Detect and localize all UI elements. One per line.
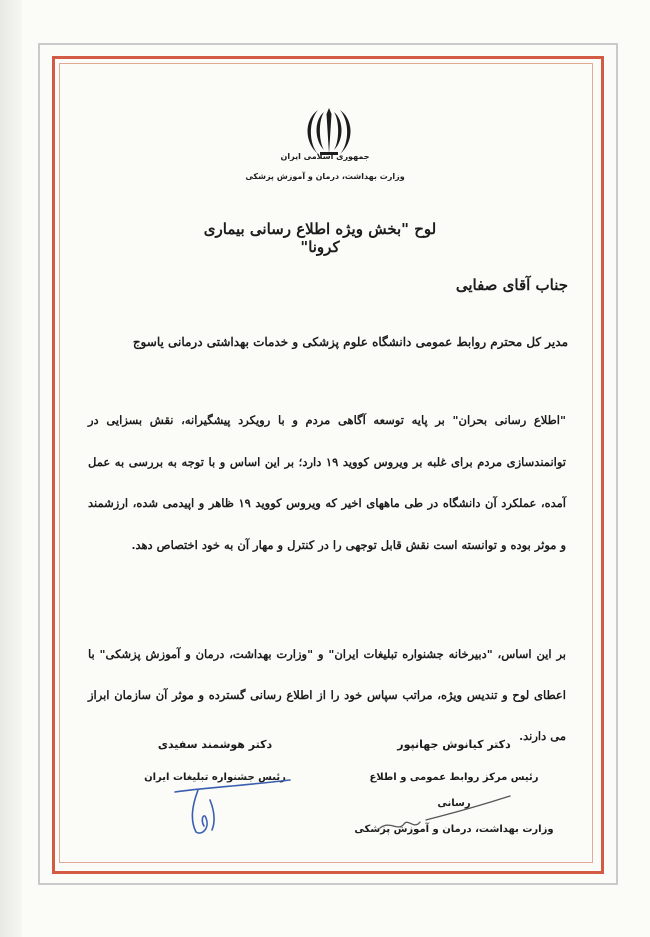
right-signature <box>370 790 520 840</box>
iran-emblem-icon <box>300 104 358 158</box>
signatory-right-role2: وزارت بهداشت، درمان و آموزش پزشکی <box>354 824 554 835</box>
signatory-left-role1: رئیس جشنواره تبلیغات ایران <box>144 772 286 783</box>
body-paragraph-1: "اطلاع رسانی بحران" بر پایه توسعه آگاهی مردم و با رویکرد پیشگیرانه، نقش بسزایی در توانمندسازی مردم برای غلبه بر ویروس کووید ۱۹ دارد؛ بر این اساس و با توجه به بررسی به عمل آمده، عملکرد آن دانشگاه در طی ماههای اخیر که ویروس کووید ۱۹ ظاهر و اپیدمی شده، ارزشمند و موثر بوده و توانسته است نقش قابل توجهی را در کنترل و مهار آن به خود اختصاص دهد. <box>88 413 567 552</box>
body-paragraph-2: بر این اساس، "دبیرخانه جشنواره تبلیغات ایران" و "وزارت بهداشت، درمان و آموزش پزشکی" با اعطای لوح و تندیس ویژه، مراتب سپاس خود را از اطلاع رسانی گسترده و موثر آن سازمان ابراز می دارند. <box>88 647 566 743</box>
signatory-right-name: دکتر کیانوش جهانپور <box>397 738 511 751</box>
certificate-title: لوح "بخش ویژه اطلاع رسانی بیماری کرونا" <box>203 220 437 256</box>
recipient-position: مدیر کل محترم روابط عمومی دانشگاه علوم پزشکی و خدمات بهداشتی درمانی یاسوج <box>132 335 568 349</box>
country-name: جمهوری اسلامی ایران <box>280 152 370 161</box>
signatory-left-name: دکتر هوشمند سفیدی <box>157 738 273 751</box>
ministry-name: وزارت بهداشت، درمان و آموزش پزشکی <box>245 172 405 181</box>
scan-shadow <box>0 0 22 937</box>
left-signature <box>170 770 300 840</box>
signatory-right-role1: رئیس مرکز روابط عمومی و اطلاع رسانی <box>369 772 539 809</box>
salutation: جناب آقای صفایی <box>455 276 568 294</box>
